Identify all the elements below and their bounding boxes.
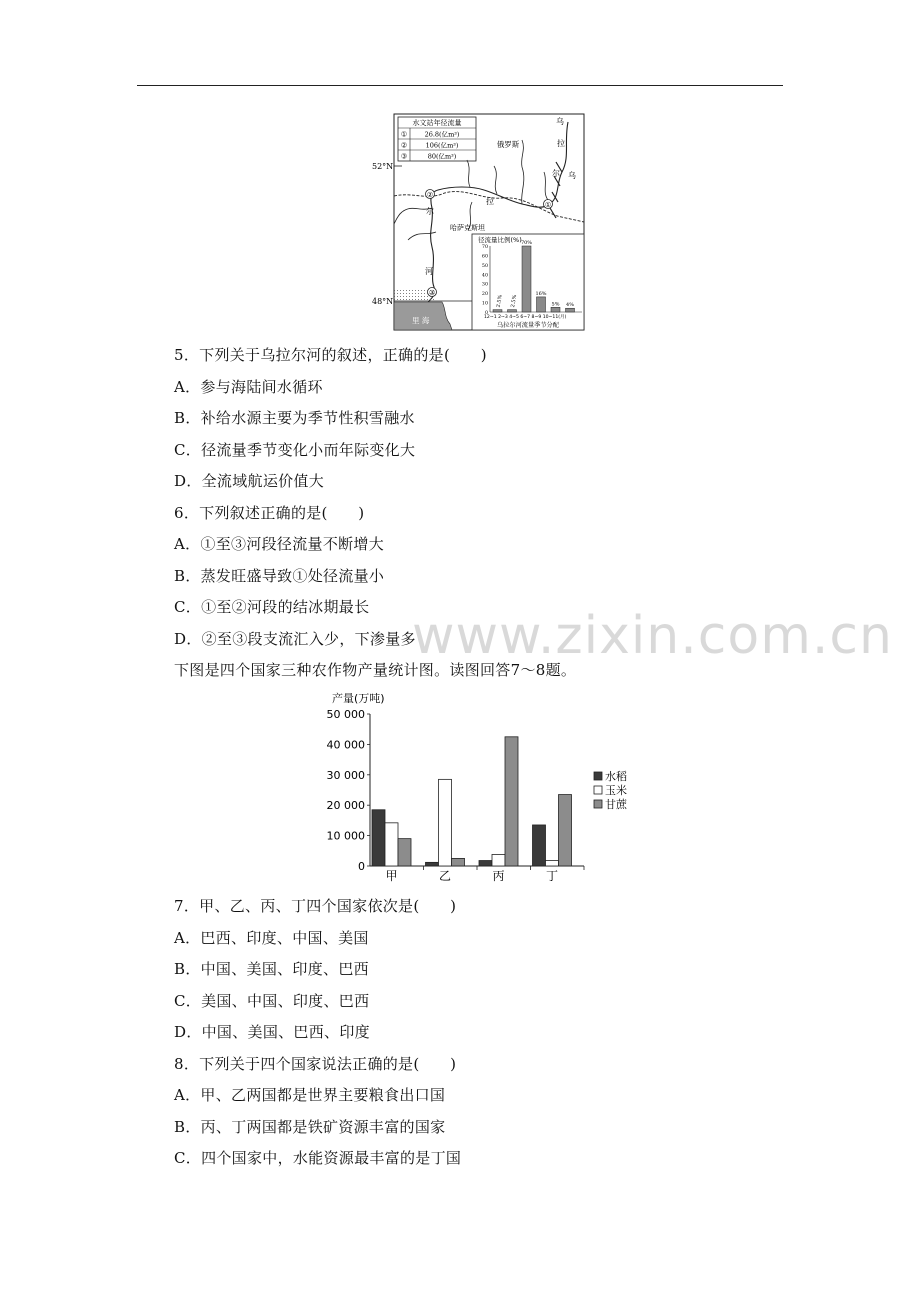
bar-玉米-乙 [439,779,452,866]
station-1-value: 26.8(亿m³) [424,130,460,139]
river-label-he: 河 [425,267,433,276]
river-char-1: 乌 [556,117,564,126]
chart-ytick-label: 40 000 [326,738,365,752]
legend-label: 水稻 [605,770,627,783]
russia-label: 俄罗斯 [496,140,520,149]
crop-production-chart [318,688,638,888]
lat-48-label: 48°N [372,297,394,306]
inset-ytick: 50 [481,263,488,269]
inset-bar-label: 4% [566,302,574,309]
inset-bar [508,310,517,312]
chart-category-label: 乙 [438,869,452,883]
bar-水稻-乙 [426,862,439,866]
questions-line-4: D．全流域航运价值大 [174,472,325,490]
bar-玉米-甲 [385,823,398,866]
legend-swatch [594,786,602,794]
questions-line-5: 6．下列叙述正确的是( ) [174,503,365,522]
inset-bar-label: 5% [551,301,560,308]
lat-52-label: 52°N [372,162,394,171]
chart-ytick-label: 20 000 [326,799,365,813]
questions-line-10: 下图是四个国家三种农作物产量统计图。读图回答7～8题。 [174,661,577,679]
inset-ytick: 10 [481,301,488,307]
inset-ytick: 30 [481,282,488,288]
questions-line-8: C．①至②河段的结冰期最长 [174,598,370,616]
questions-line-0: 5．下列关于乌拉尔河的叙述，正确的是( ) [174,346,487,364]
chart-category-label: 甲 [385,869,398,883]
chart-ytick-label: 30 000 [326,768,365,782]
questions2-line-0: 7．甲、乙、丙、丁四个国家依次是( ) [174,897,457,915]
inset-ytick: 70 [481,245,488,250]
inset-bar-label: 2.5% [495,294,504,308]
inset-bar-label: 70% [520,240,533,246]
river-char-2: 拉 [557,139,565,148]
kazakhstan-label: 哈萨克斯坦 [450,224,485,232]
questions-line-7: B．蒸发旺盛导致①处径流量小 [174,566,385,585]
map-station-1: ① [544,201,552,209]
inset-bar [566,308,575,312]
inset-caption: 乌拉尔河流量季节分配 [497,322,559,329]
bar-水稻-丁 [533,825,546,866]
station-3-value: 80(亿m³) [427,152,457,161]
inset-bar [551,307,560,312]
questions2-line-8: C．四个国家中，水能资源最丰富的是丁国 [174,1149,462,1167]
inset-ytick: 0 [484,311,488,316]
inset-bar-label: 16% [535,290,547,297]
station-2-id: ② [400,141,408,150]
questions-line-2: B．补给水源主要为季节性积雪融水 [174,409,415,427]
questions-line-3: C．径流量季节变化小而年际变化大 [174,440,416,459]
bar-甘蔗-丙 [505,737,518,866]
questions2-line-3: C．美国、中国、印度、巴西 [174,991,370,1010]
inset-ytick: 60 [481,254,488,260]
chart-ytick-label: 0 [358,860,365,873]
inset-ytick: 20 [481,292,488,298]
inset-title: 径流量比例(%) [478,236,522,244]
inset-bar [522,246,531,312]
chart-category-label: 丙 [492,869,505,883]
river-label-la: 拉 [486,197,494,206]
bar-玉米-丙 [492,854,505,866]
questions2-line-7: B．丙、丁两国都是铁矿资源丰富的国家 [174,1117,446,1136]
river-char-3: 尔 [552,169,560,178]
inset-bar-label: 2.5% [510,294,519,308]
bar-水稻-甲 [372,810,385,866]
legend-swatch [594,800,602,808]
questions-line-6: A．①至③河段径流量不断增大 [174,535,385,553]
header-rule [137,85,783,86]
bar-甘蔗-丁 [559,795,572,866]
station-table-title: 水文站年径流量 [412,119,462,127]
legend-label: 甘蔗 [605,798,627,811]
chart-ytick-label: 50 000 [326,708,365,721]
station-1-id: ① [400,130,408,139]
inset-bar [537,297,546,312]
station-3-id: ③ [400,152,408,161]
station-2-value: 106(亿m³) [425,141,459,150]
questions2-line-6: A．甲、乙两国都是世界主要粮食出口国 [174,1086,446,1104]
questions2-line-2: B．中国、美国、印度、巴西 [174,960,369,978]
caspian-label: 里 海 [412,316,430,325]
questions-line-1: A．参与海陆间水循环 [174,377,323,396]
river-label-er: 尔 [426,207,434,216]
legend-label: 玉米 [605,784,627,797]
watermark: www.zixin.com.cn [412,606,893,666]
bar-甘蔗-甲 [398,839,411,866]
chart-category-label: 丁 [545,869,559,883]
questions-line-9: D．②至③段支流汇入少，下渗量多 [174,629,416,648]
bar-玉米-丁 [546,861,559,866]
ural-river-map [372,112,588,334]
bar-甘蔗-乙 [452,858,465,866]
mountain-char-1: 乌 [568,171,576,180]
inset-ytick: 40 [481,273,488,279]
questions2-line-1: A．巴西、印度、中国、美国 [174,928,369,947]
chart-ylabel: 产量(万吨) [332,692,385,705]
legend-swatch [594,772,602,780]
bar-水稻-丙 [479,861,492,866]
questions2-line-4: D．中国、美国、巴西、印度 [174,1023,370,1041]
chart-legend [594,769,628,811]
inset-x-labels: 12~1 2~3 4~5 6~7 8~9 10~11(月) [484,315,567,320]
chart-ytick-label: 10 000 [326,829,365,843]
questions2-line-5: 8．下列关于四个国家说法正确的是( ) [174,1054,457,1073]
inset-bar [493,310,502,312]
map-station-2: ② [426,191,434,199]
